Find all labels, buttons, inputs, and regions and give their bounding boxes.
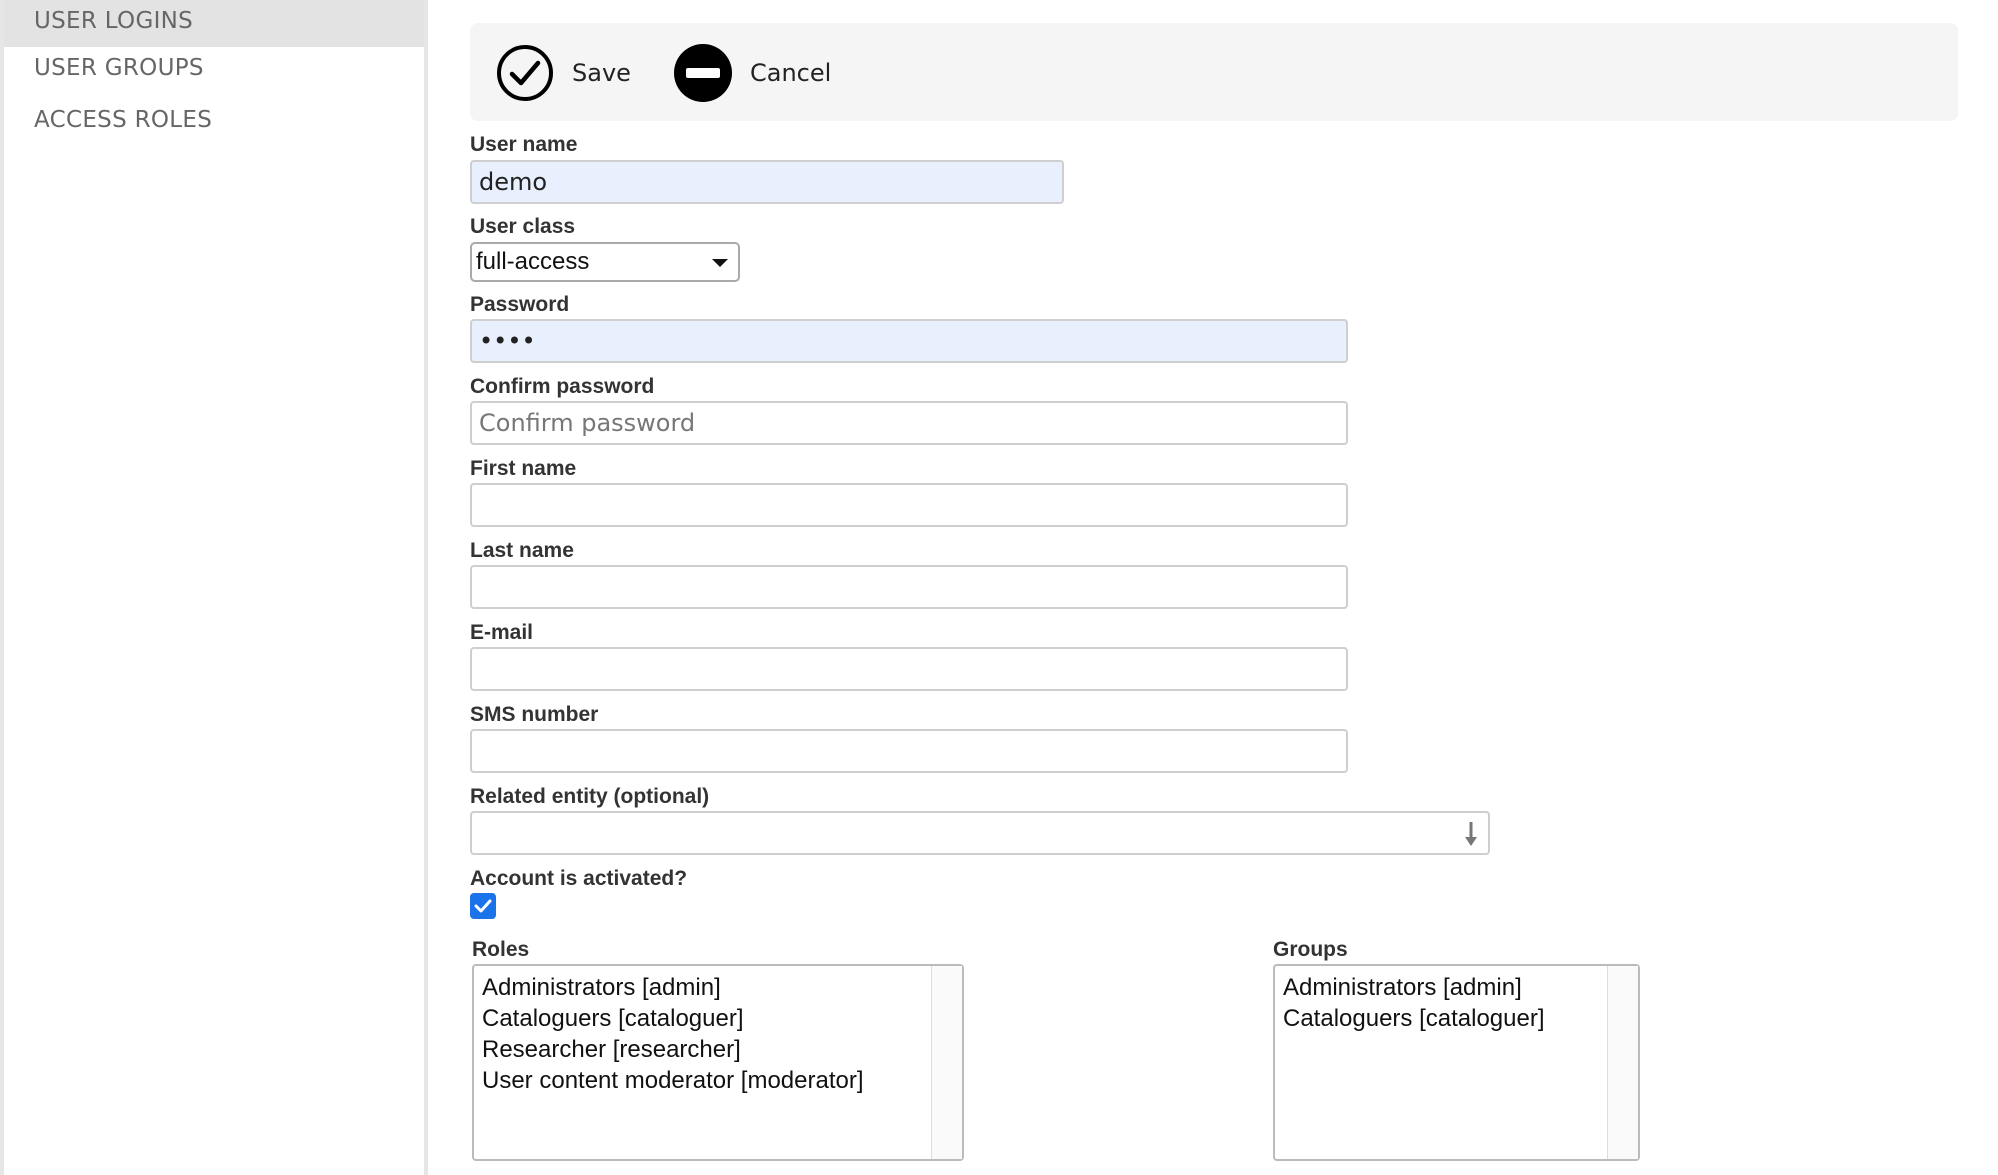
sidebar (0, 0, 428, 1175)
form-toolbar (470, 23, 1958, 121)
minus-circle-icon (674, 44, 732, 102)
first-name-input[interactable] (470, 483, 1348, 527)
email-input[interactable] (470, 647, 1348, 691)
check-circle-icon (496, 44, 554, 102)
confirm-password-label: Confirm password (470, 375, 655, 398)
user-class-label: User class (470, 215, 576, 238)
sidebar-item-user-groups[interactable]: USER GROUPS (34, 55, 204, 81)
account-activated-label: Account is activated? (470, 867, 688, 890)
sidebar-item-user-logins[interactable]: USER LOGINS (4, 0, 424, 47)
groups-listbox[interactable] (1273, 964, 1640, 1161)
roles-listbox[interactable] (472, 964, 964, 1161)
groups-option[interactable]: Cataloguers [cataloguer] (1283, 1005, 1545, 1032)
user-class-value: full-access (476, 248, 590, 275)
user-name-input[interactable] (470, 160, 1064, 204)
roles-scrollbar[interactable] (931, 966, 962, 1159)
save-button[interactable] (496, 43, 631, 103)
sms-number-label: SMS number (470, 703, 599, 726)
roles-option[interactable]: User content moderator [moderator] (482, 1067, 864, 1094)
password-label: Password (470, 293, 570, 316)
arrow-down-icon[interactable] (1464, 821, 1478, 847)
caret-down-icon (712, 259, 728, 267)
cancel-button[interactable] (674, 43, 831, 103)
user-class-select[interactable] (470, 242, 740, 282)
account-activated-checkbox[interactable] (470, 893, 496, 919)
last-name-input[interactable] (470, 565, 1348, 609)
roles-option[interactable]: Researcher [researcher] (482, 1036, 741, 1063)
groups-option[interactable]: Administrators [admin] (1283, 974, 1522, 1001)
cancel-label: Cancel (750, 59, 832, 87)
roles-option[interactable]: Cataloguers [cataloguer] (482, 1005, 744, 1032)
first-name-label: First name (470, 457, 577, 480)
groups-scrollbar[interactable] (1607, 966, 1638, 1159)
groups-label: Groups (1273, 938, 1348, 961)
last-name-label: Last name (470, 539, 574, 562)
user-name-label: User name (470, 133, 578, 156)
related-entity-label: Related entity (optional) (470, 785, 710, 808)
email-label: E-mail (470, 621, 534, 644)
sms-number-input[interactable] (470, 729, 1348, 773)
confirm-password-input[interactable] (470, 401, 1348, 445)
related-entity-input[interactable] (470, 811, 1490, 855)
sidebar-item-access-roles[interactable]: ACCESS ROLES (34, 107, 213, 133)
password-input[interactable] (470, 319, 1348, 363)
checkmark-icon (473, 896, 493, 916)
roles-label: Roles (472, 938, 530, 961)
save-label: Save (572, 59, 631, 87)
roles-option[interactable]: Administrators [admin] (482, 974, 721, 1001)
